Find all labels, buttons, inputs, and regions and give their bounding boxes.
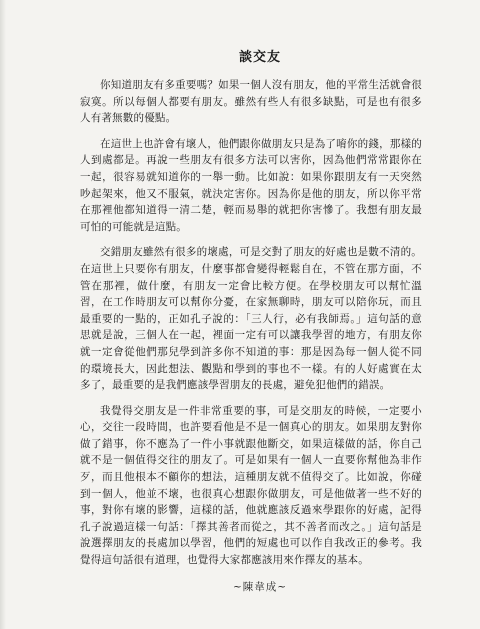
author-signature: ~陳韋成~	[232, 580, 288, 593]
paragraph-1: 你知道朋友有多重要嗎？如果一個人沒有朋友，他的平常生活就會很寂寞。所以每個人都要有朋友。雖然有些人有很多缺點，可是也有很多人有著無數的優點。	[80, 79, 422, 125]
paragraph-2: 在這世上也許會有壞人，他們跟你做朋友只是為了唷你的錢，那樣的人到處都是。再說一些朋友有很多方法可以害你，因為他們常常跟你在一起，很容易就知道你的一舉一動。比如說：如果你跟朋友有一天突然吵起架來，他又不服氣，就決定害你。因為你是他的朋友，所以你平常在那裡他都知道得一清二楚，輕而易舉的就把你害慘了。我想有朋友最可怕的可能就是這點。	[80, 137, 422, 233]
document-title: 談交友	[238, 50, 281, 65]
paragraph-3: 交錯朋友雖然有很多的壞處，可是交對了朋友的好處也是數不清的。在這世上只要你有朋友，什麼事都會變得輕鬆自在，不管在那方面，不管在那裡，做什麼，有朋友一定會比較方便。在學校朋友可以幫忙溫習，在工作時朋友可以幫你分憂，在家無聊時，朋友可以陪你玩，而且最重要的一點的，正如孔子說的：「三人行，必有我師焉。」這句話的意思就是說，三個人在一起，裡面一定有可以讓我學習的地方，有朋友你就一定會從他們那兒學到許多你不知道的事：那是因為每一個人從不同的環境長大，因此想法、觀點和學到的事也不一樣。有的人好處實在太多了，最重要的是我們應該學習朋友的長處，避免犯他們的錯誤。	[80, 246, 422, 392]
paragraph-4: 我覺得交朋友是一件非常重要的事，可是交朋友的時候，一定要小心，交往一段時間，也許要看他是不是一個真心的朋友。如果朋友對你做了錯事，你不應為了一件小事就跟他斷交，如果這樣做的話，你自己就不是一個值得交往的朋友了。可是如果有一個人一直要你幫他為非作歹，而且他根本不顧你的想法，這種朋友就不值得交了。比如說，你碰到一個人，他並不壞，也很真心想跟你做朋友，可是他做著一些不好的事，對你有壞的影響，這樣的話，他就應該反過來學跟你的好處，記得孔子說過這樣一句話：「擇其善者而從之，其不善者而改之。」這句話是說選擇朋友的長處加以學習，他們的短處也可以作自我改正的參考。我覺得這句話很有道理，也覺得大家都應該用來作擇友的基本。	[80, 404, 422, 567]
